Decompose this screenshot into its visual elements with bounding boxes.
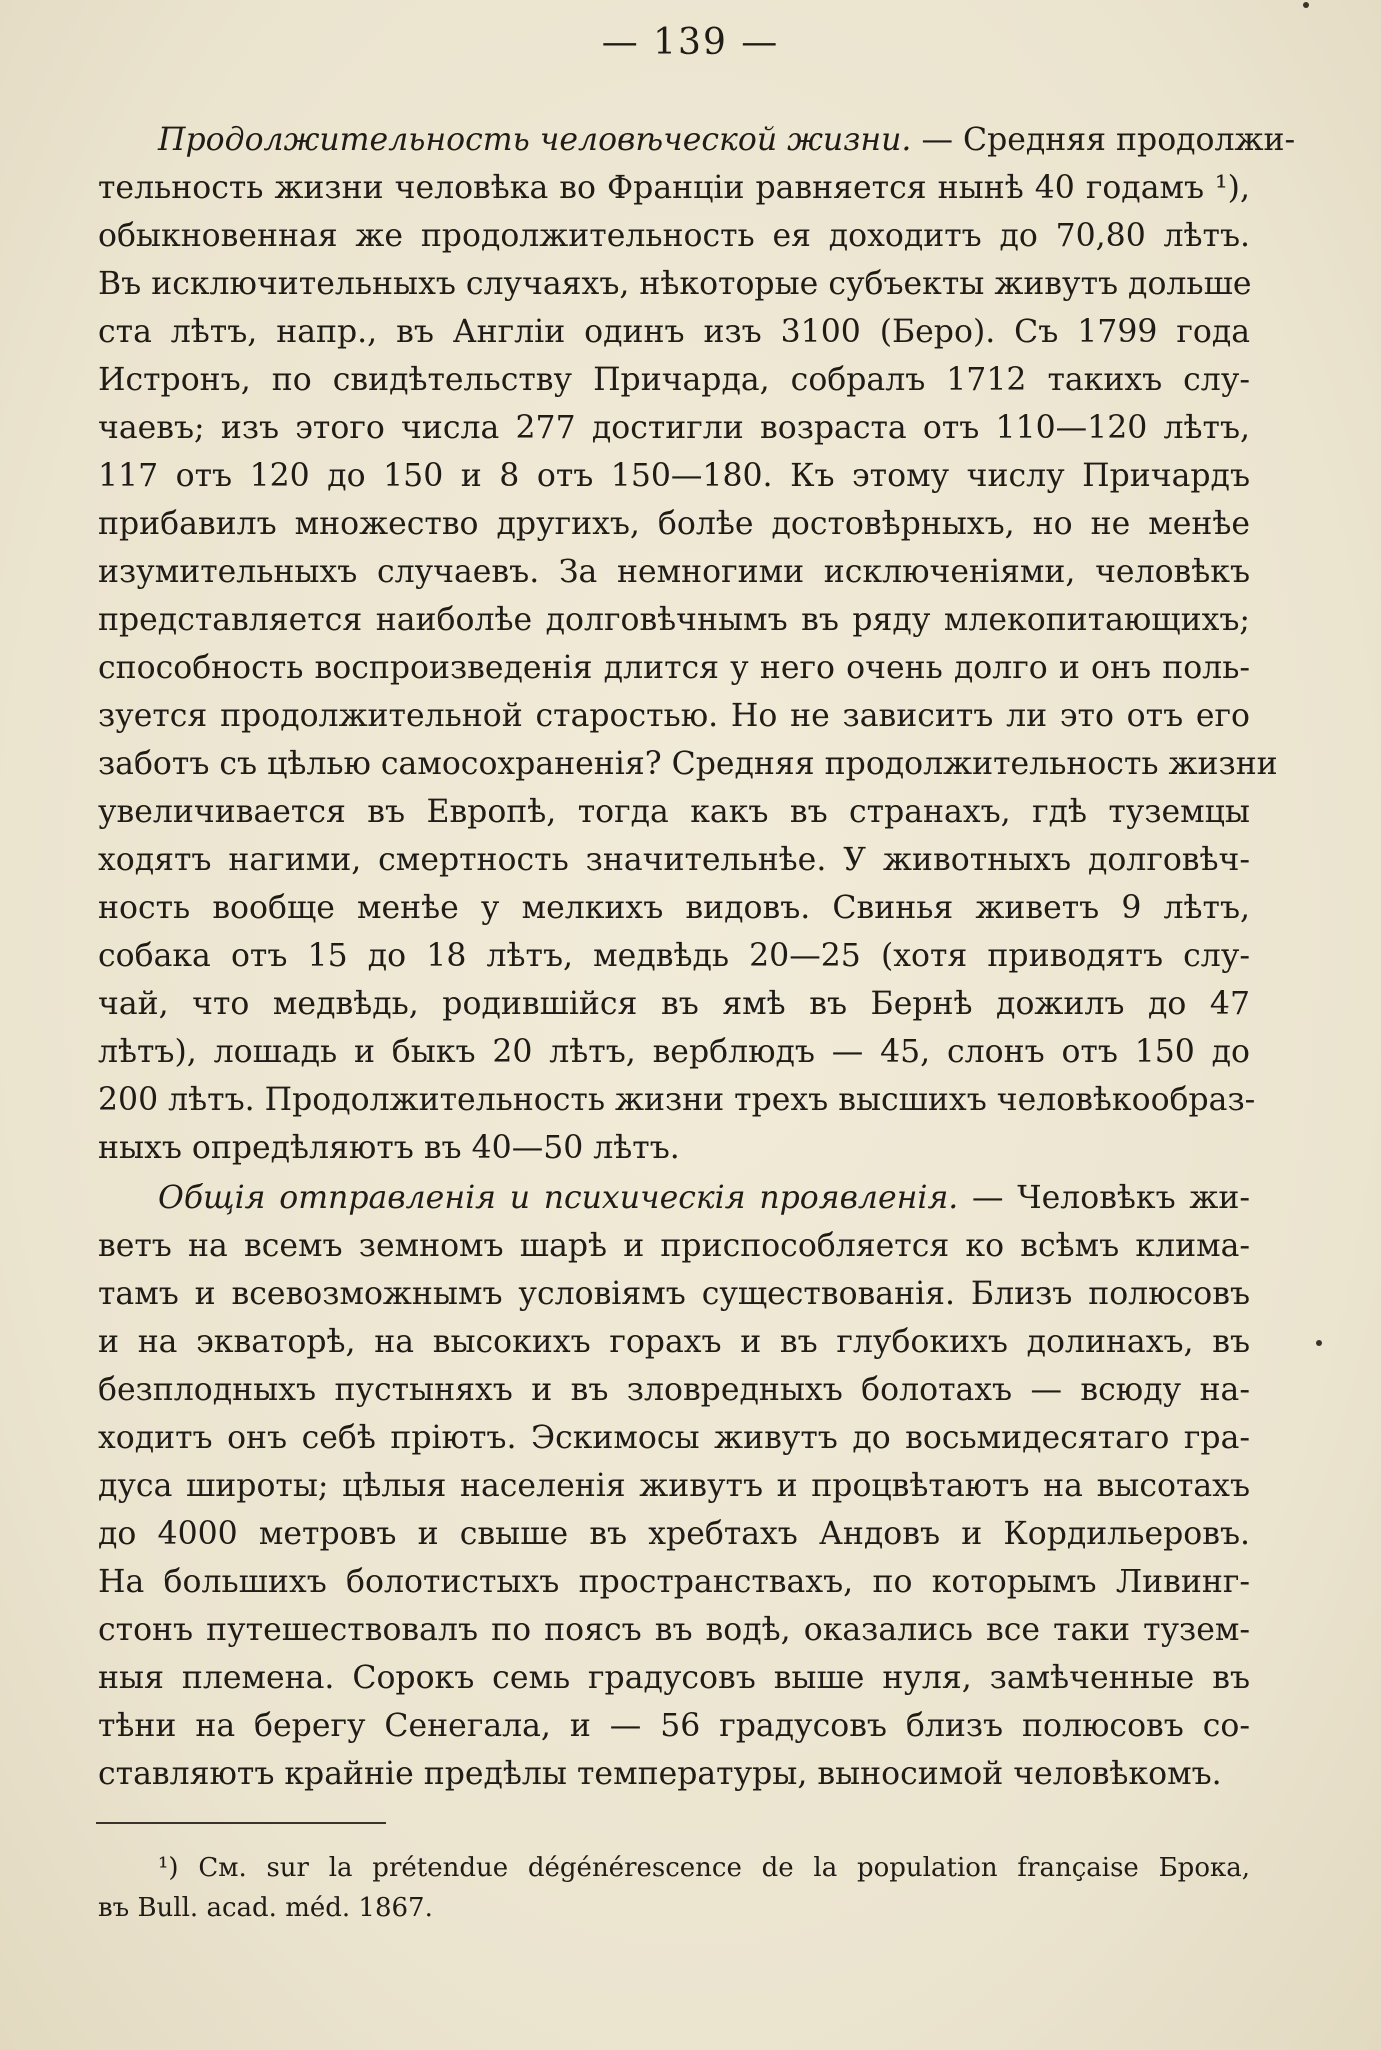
text-line: до 4000 метровъ и свыше въ хребтахъ Андовъ и Кордильеровъ.: [98, 1516, 1250, 1552]
text-line: представляется наиболѣе долговѣчнымъ въ ряду млекопитающихъ;: [98, 602, 1250, 638]
text-line: ставляютъ крайніе предѣлы температуры, выносимой человѣкомъ.: [98, 1756, 1222, 1792]
ink-speck: [1316, 1340, 1322, 1346]
text-line: тамъ и всевозможнымъ условіямъ существованія. Близъ полюсовъ: [98, 1276, 1250, 1312]
text-line: и на экваторѣ, на высокихъ горахъ и въ глубокихъ долинахъ, въ: [98, 1324, 1250, 1360]
text-line: Общія отправленія и психическія проявленія. — Человѣкъ жи-: [158, 1180, 1250, 1216]
footnote-divider: [96, 1822, 386, 1824]
footnote-line: ¹) См. sur la prétendue dégénérescence de la population française Брока,: [158, 1853, 1250, 1883]
text-line: ходитъ онъ себѣ пріютъ. Эскимосы живутъ до восьмидесятаго гра-: [98, 1420, 1250, 1456]
text-line: 200 лѣтъ. Продолжительность жизни трехъ высшихъ человѣкообраз-: [98, 1082, 1256, 1118]
text-line: прибавилъ множество другихъ, болѣе достовѣрныхъ, но не менѣе: [98, 506, 1250, 542]
paragraph-lifespan: [98, 116, 1296, 1172]
text-line: зуется продолжительной старостью. Но не зависитъ ли это отъ его: [98, 698, 1250, 734]
text-line: ходятъ нагими, смертность значительнѣе. У животныхъ долговѣч-: [98, 842, 1250, 878]
text-line: ныхъ опредѣляютъ въ 40—50 лѣтъ.: [98, 1130, 680, 1166]
footnote-line: въ Bull. acad. méd. 1867.: [98, 1893, 433, 1923]
text-line: дуса широты; цѣлыя населенія живутъ и процвѣтаютъ на высотахъ: [98, 1468, 1250, 1504]
text-line: Продолжительность человѣческой жизни. — Средняя продолжи-: [158, 122, 1296, 158]
text-line: заботъ съ цѣлью самосохраненія? Средняя продолжительность жизни: [98, 746, 1278, 782]
text-line: Истронъ, по свидѣтельству Причарда, собралъ 1712 такихъ слу-: [98, 362, 1250, 398]
text-line: Въ исключительныхъ случаяхъ, нѣкоторые субъекты живутъ дольше: [98, 266, 1252, 302]
text-line: ветъ на всемъ земномъ шарѣ и приспособляется ко всѣмъ клима-: [98, 1228, 1250, 1264]
text-line: увеличивается въ Европѣ, тогда какъ въ странахъ, гдѣ туземцы: [98, 794, 1250, 830]
text-line: собака отъ 15 до 18 лѣтъ, медвѣдь 20—25 (хотя приводятъ слу-: [98, 938, 1250, 974]
footnote: [98, 1848, 1250, 1928]
section-heading-functions: Общія отправленія и психическія проявленія.: [158, 1180, 959, 1216]
text-line: обыкновенная же продолжительность ея доходитъ до 70,80 лѣтъ.: [98, 218, 1250, 254]
page-number: — 139 —: [601, 22, 780, 63]
section-heading-lifespan: Продолжительность человѣческой жизни.: [158, 122, 912, 158]
text-line: тѣни на берегу Сенегала, и — 56 градусовъ близъ полюсовъ со-: [98, 1708, 1250, 1744]
text-line: чай, что медвѣдь, родившійся въ ямѣ въ Бернѣ дожилъ до 47: [98, 986, 1250, 1022]
text-line: изумительныхъ случаевъ. За немногими исключеніями, человѣкъ: [98, 554, 1250, 590]
ink-speck: [1303, 2, 1309, 8]
text-line: На большихъ болотистыхъ пространствахъ, по которымъ Ливинг-: [98, 1564, 1250, 1600]
text-line: чаевъ; изъ этого числа 277 достигли возраста отъ 110—120 лѣтъ,: [98, 410, 1250, 446]
text-line: тельность жизни человѣка во Франціи равняется нынѣ 40 годамъ ¹),: [98, 170, 1250, 206]
text-line: способность воспроизведенія длится у него очень долго и онъ поль-: [98, 650, 1250, 686]
text-line: безплодныхъ пустыняхъ и въ зловредныхъ болотахъ — всюду на-: [98, 1372, 1250, 1408]
text-line: ста лѣтъ, напр., въ Англіи одинъ изъ 3100 (Беро). Съ 1799 года: [98, 314, 1250, 350]
body-text: [98, 116, 1296, 1798]
text-line: 117 отъ 120 до 150 и 8 отъ 150—180. Къ этому числу Причардъ: [98, 458, 1250, 494]
text-line: стонъ путешествовалъ по поясъ въ водѣ, оказались все таки тузем-: [98, 1612, 1250, 1648]
text-line: ныя племена. Сорокъ семь градусовъ выше нуля, замѣченные въ: [98, 1660, 1250, 1696]
text-line: лѣтъ), лошадь и быкъ 20 лѣтъ, верблюдъ — 45, слонъ отъ 150 до: [98, 1034, 1250, 1070]
paragraph-functions: [98, 1174, 1250, 1798]
text-line: ность вообще менѣе у мелкихъ видовъ. Свинья живетъ 9 лѣтъ,: [98, 890, 1250, 926]
